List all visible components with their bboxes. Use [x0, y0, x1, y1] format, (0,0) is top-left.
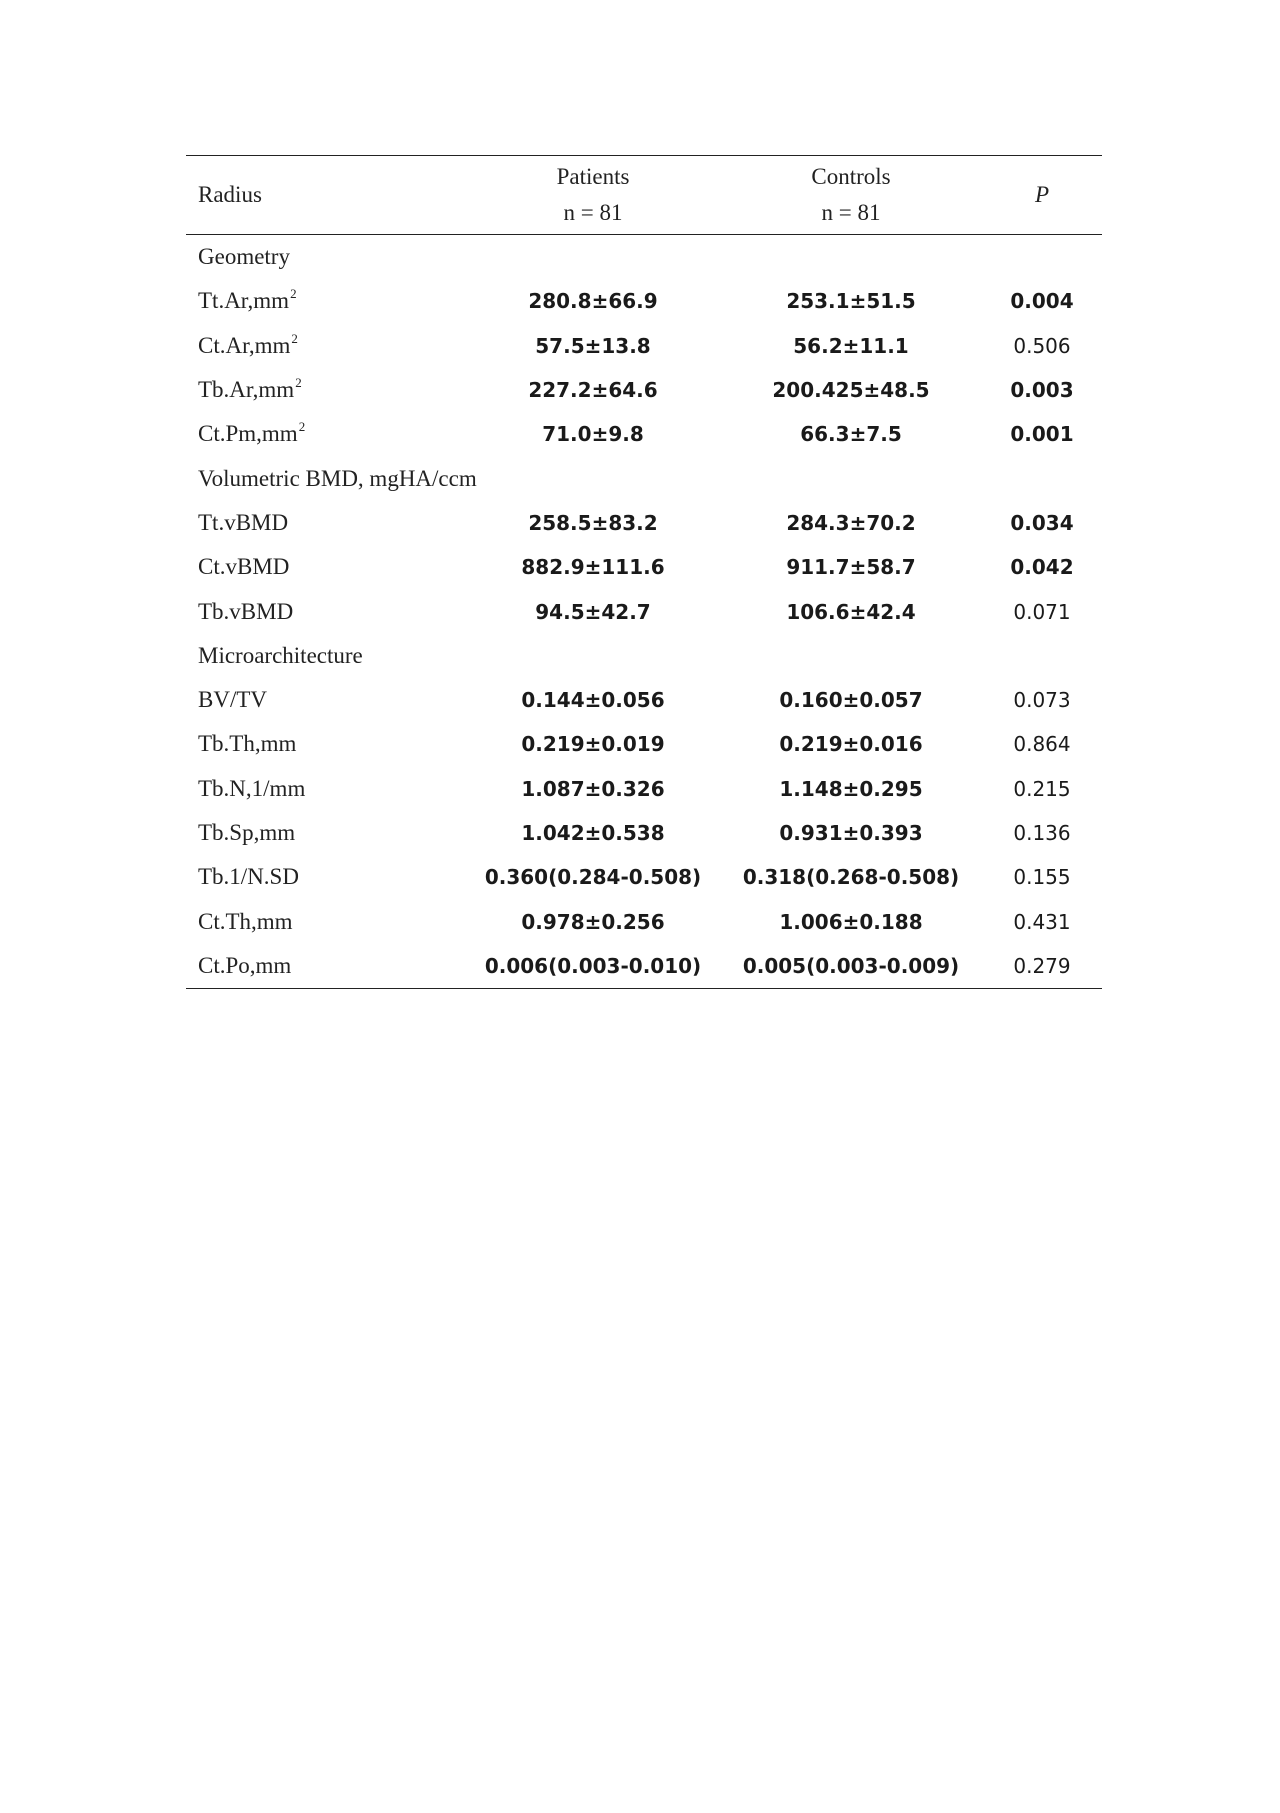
patients-value: 227.2±64.6: [528, 378, 658, 403]
patients-value: 1.087±0.326: [521, 776, 665, 801]
unit-superscript: 2: [298, 419, 306, 435]
results-table-container: [186, 155, 1102, 989]
controls-value: 0.219±0.016: [779, 732, 923, 757]
controls-value: 0.160±0.057: [779, 688, 923, 713]
row-label-text: Tb.vBMD: [198, 598, 294, 624]
row-label: [186, 589, 466, 633]
p-value: 0.034: [1010, 510, 1074, 535]
header-p-value: P: [982, 156, 1102, 235]
controls-value: 284.3±70.2: [786, 510, 916, 535]
controls-value: 0.005(0.003-0.009): [720, 944, 982, 989]
patients-value: 0.006(0.003-0.010): [466, 944, 720, 989]
table-row: [186, 722, 1102, 766]
table-row: [186, 279, 1102, 323]
p-value: 0.215: [1013, 776, 1071, 801]
p-value: 0.155: [1013, 865, 1071, 890]
section-row: [186, 235, 1102, 280]
table-row: [186, 767, 1102, 811]
row-label-text: Ct.Th,mm: [198, 908, 293, 934]
row-label-text: Ct.Ar,mm: [198, 332, 291, 358]
controls-value: 66.3±7.5: [800, 422, 902, 447]
p-value: 0.003: [1010, 378, 1074, 403]
section-heading: Geometry: [198, 244, 290, 270]
patients-value: 57.5±13.8: [535, 333, 651, 358]
table-row: [186, 944, 1102, 989]
table-row: [186, 811, 1102, 855]
table-row: [186, 324, 1102, 368]
patients-value: 0.219±0.019: [521, 732, 665, 757]
section-heading: Volumetric BMD, mgHA/ccm: [198, 465, 477, 491]
row-label: [186, 678, 466, 722]
controls-value: 0.931±0.393: [779, 821, 923, 845]
section-row: [186, 456, 1102, 500]
header-controls-label: Controls: [811, 164, 891, 189]
controls-value: 253.1±51.5: [786, 289, 916, 314]
unit-superscript: 2: [290, 286, 297, 302]
row-label: [186, 899, 466, 943]
p-value: 0.042: [1010, 555, 1074, 580]
p-value: 0.073: [1013, 688, 1071, 713]
patients-value: 71.0±9.8: [542, 422, 644, 447]
table-body: [186, 235, 1102, 989]
controls-value: 1.148±0.295: [779, 776, 923, 801]
header-radius: Radius: [186, 156, 466, 235]
header-controls-n: n = 81: [821, 200, 881, 225]
patients-value: 0.978±0.256: [521, 909, 665, 934]
row-label-text: Tt.vBMD: [198, 509, 289, 535]
row-label: [186, 279, 466, 323]
row-label: [186, 944, 466, 989]
row-label-text: BV/TV: [198, 687, 267, 713]
controls-value: 56.2±11.1: [793, 333, 909, 358]
p-value: 0.279: [982, 944, 1102, 989]
p-value: 0.004: [1010, 289, 1074, 314]
unit-superscript: 2: [291, 330, 298, 346]
p-value: 0.506: [1013, 333, 1071, 358]
header-patients-label: Patients: [556, 164, 630, 189]
section-heading: Microarchitecture: [198, 642, 363, 668]
row-label: [186, 811, 466, 855]
row-label: [186, 767, 466, 811]
p-value: 0.071: [1013, 599, 1071, 624]
patients-value: 280.8±66.9: [528, 289, 658, 314]
controls-value: 1.006±0.188: [779, 909, 923, 934]
table-row: [186, 545, 1102, 589]
row-label-text: Ct.Po,mm: [198, 952, 292, 978]
row-label-text: Ct.Pm,mm: [198, 421, 298, 447]
table-row: [186, 855, 1102, 899]
table-row: [186, 501, 1102, 545]
row-label: [186, 722, 466, 766]
controls-value: 911.7±58.7: [786, 555, 916, 580]
row-label: [186, 412, 466, 456]
patients-value: 1.042±0.538: [521, 821, 665, 845]
row-label: [186, 545, 466, 589]
row-label-text: Tb.Sp,mm: [198, 820, 296, 845]
results-table: [186, 155, 1102, 989]
header-row: [186, 156, 1102, 235]
table-row: [186, 899, 1102, 943]
header-patients: [466, 156, 720, 235]
patients-value: 258.5±83.2: [528, 510, 658, 535]
row-label: [186, 368, 466, 412]
row-label: [186, 501, 466, 545]
row-label-text: Tb.N,1/mm: [198, 775, 306, 801]
table-header: [186, 156, 1102, 235]
table-row: [186, 589, 1102, 633]
unit-superscript: 2: [295, 375, 302, 391]
table-row: [186, 678, 1102, 722]
patients-value: 0.144±0.056: [521, 688, 665, 713]
p-value: 0.136: [1013, 821, 1071, 845]
row-label-text: Ct.vBMD: [198, 554, 290, 580]
row-label: [186, 855, 466, 899]
patients-value: 0.360(0.284-0.508): [484, 865, 702, 890]
p-value: 0.001: [1010, 422, 1074, 447]
table-row: [186, 368, 1102, 412]
p-value: 0.431: [1013, 909, 1071, 934]
patients-value: 94.5±42.7: [535, 599, 651, 624]
header-patients-n: n = 81: [563, 200, 623, 225]
p-value: 0.864: [1013, 732, 1071, 757]
table-row: [186, 412, 1102, 456]
row-label-text: Tb.Ar,mm: [198, 377, 295, 403]
section-row: [186, 634, 1102, 678]
row-label: [186, 324, 466, 368]
patients-value: 882.9±111.6: [521, 555, 665, 580]
row-label-text: Tb.1/N.SD: [198, 864, 299, 890]
row-label-text: Tb.Th,mm: [198, 731, 297, 757]
controls-value: 0.318(0.268-0.508): [742, 865, 960, 890]
controls-value: 200.425±48.5: [772, 378, 930, 403]
controls-value: 106.6±42.4: [786, 599, 916, 624]
row-label-text: Tt.Ar,mm: [198, 288, 290, 314]
header-controls: [720, 156, 982, 235]
